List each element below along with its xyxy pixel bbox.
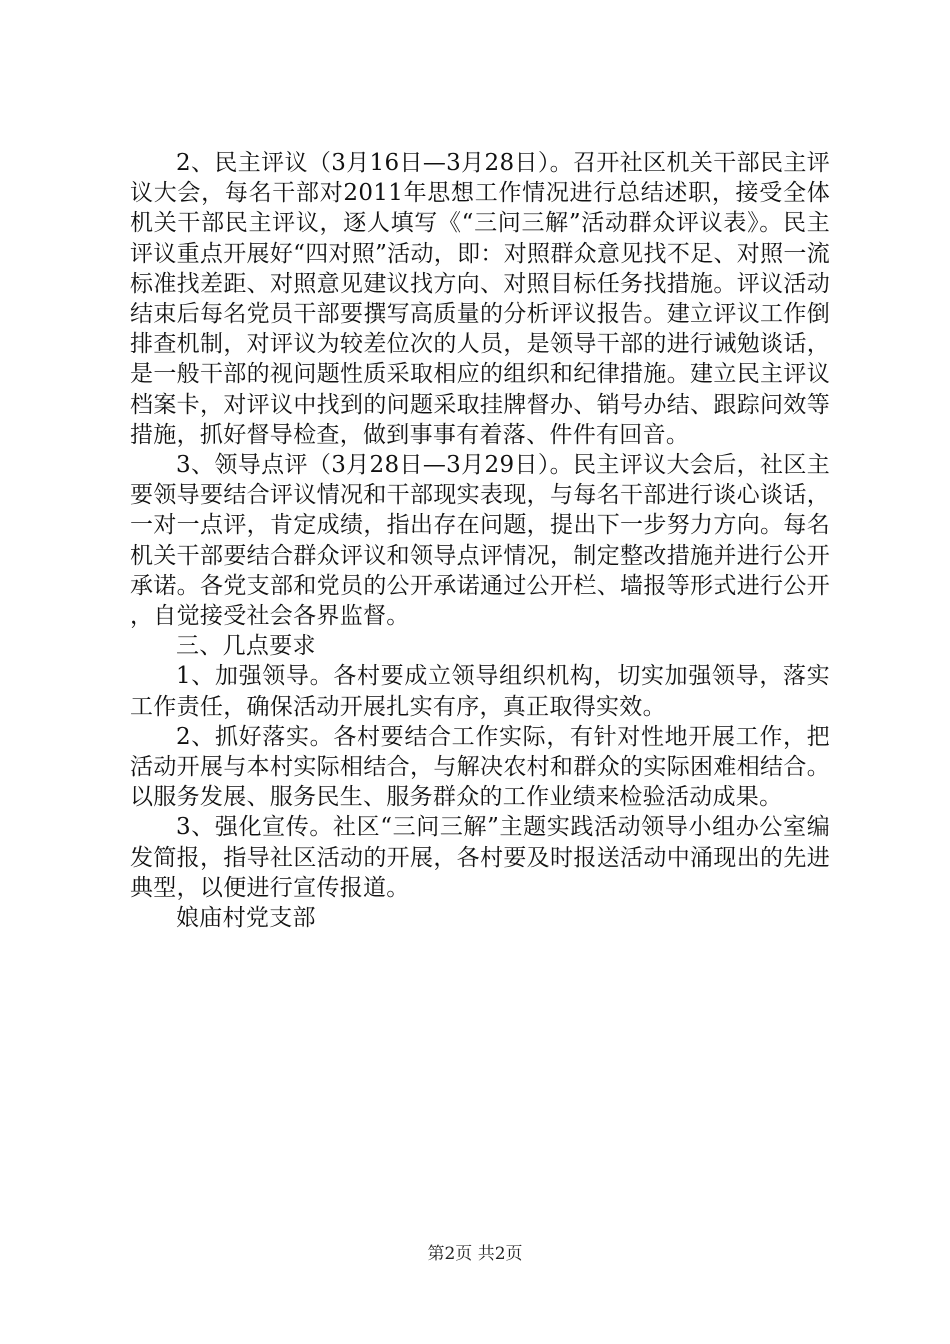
paragraph-democratic-review: 2、民主评议（3月16日—3月28日）。召开社区机关干部民主评议大会，每名干部对2011年思想工作情况进行总结述职，接受全体机关干部民主评议，逐人填写《“三问三解”活动群众评议表》。民主评议重点开展好“四对照”活动，即：对照群众意见找不足、对照一流标准找差距、对照意见建议找方向、对照目标任务找措施。评议活动结束后每名党员干部要撰写高质量的分析评议报告。建立评议工作倒排查机制，对评议为较差位次的人员，是领导干部的进行诫勉谈话，是一般干部的视问题性质采取相应的组织和纪律措施。建立民主评议档案卡，对评议中找到的问题采取挂牌督办、销号办结、跟踪问效等措施，抓好督导检查，做到事事有着落、件件有回音。	[130, 150, 830, 448]
document-body	[130, 148, 830, 933]
paragraph-implementation: 2、抓好落实。各村要结合工作实际，有针对性地开展工作，把活动开展与本村实际相结合，与解决农村和群众的实际困难相结合。以服务发展、服务民生、服务群众的工作业绩来检验活动成果。	[130, 723, 830, 811]
paragraph-leader-review: 3、领导点评（3月28日—3月29日）。民主评议大会后，社区主要领导要结合评议情况和干部现实表现，与每名干部进行谈心谈话，一对一点评，肯定成绩，指出存在问题，提出下一步努力方向。每名机关干部要结合群众评议和领导点评情况，制定整改措施并进行公开承诺。各党支部和党员的公开承诺通过公开栏、墙报等形式进行公开，自觉接受社会各界监督。	[130, 452, 830, 630]
paragraph-strengthen-leadership: 1、加强领导。各村要成立领导组织机构，切实加强领导，落实工作责任，确保活动开展扎实有序，真正取得实效。	[130, 663, 830, 720]
page-footer: 第2页 共2页	[427, 1244, 523, 1264]
signature-party-branch: 娘庙村党支部	[176, 905, 316, 932]
section-heading-requirements: 三、几点要求	[176, 633, 316, 660]
paragraph-publicity: 3、强化宣传。社区“三问三解”主题实践活动领导小组办公室编发简报，指导社区活动的开展，各村要及时报送活动中涌现出的先进典型，以便进行宣传报道。	[130, 814, 830, 901]
